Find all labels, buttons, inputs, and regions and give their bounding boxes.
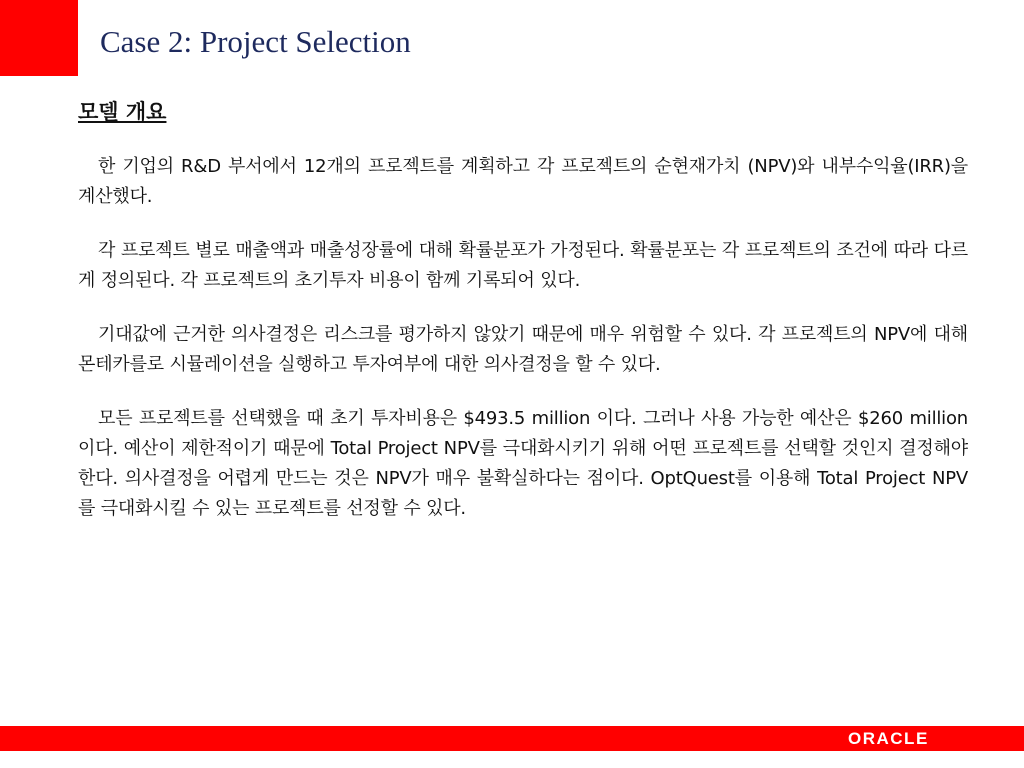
paragraph-3-text: 기대값에 근거한 의사결정은 리스크를 평가하지 않았기 때문에 매우 위험할 수 있다. 각 프로젝트의 NPV에 대해 몬테카를로 시뮬레이션을 실행하고 투자여부에 대한 의사결정을 할 수 있다.: [78, 324, 968, 375]
paragraph-2: [78, 236, 968, 296]
paragraph-1: [78, 152, 968, 212]
paragraph-3: [78, 320, 968, 380]
oracle-logo: [848, 728, 958, 748]
paragraph-1-text: 한 기업의 R&D 부서에서 12개의 프로젝트를 계획하고 각 프로젝트의 순현재가치 (NPV)와 내부수익율(IRR)을 계산했다.: [78, 156, 968, 207]
slide-body: [78, 98, 968, 548]
paragraph-4-text: 모든 프로젝트를 선택했을 때 초기 투자비용은 $493.5 million 이다. 그러나 사용 가능한 예산은 $260 million 이다. 예산이 제한적이기 때문에 Total Project NPV를 극대화시키기 위해 어떤 프로젝트를 선택할 것인지 결정해야 한다. 의사결정을 어렵게 만드는 것은 NPV가 매우 불확실하다는 점이다. OptQuest를 이용해 Total Project NPV를 극대화시킬 수 있는 프로젝트를 선정할 수 있다.: [78, 408, 968, 519]
oracle-logo-text: ORACLE: [848, 729, 929, 748]
section-heading: 모델 개요: [78, 100, 167, 124]
paragraph-4: [78, 404, 968, 524]
paragraph-2-text: 각 프로젝트 별로 매출액과 매출성장률에 대해 확률분포가 가정된다. 확률분포는 각 프로젝트의 조건에 따라 다르게 정의된다. 각 프로젝트의 초기투자 비용이 함께 기록되어 있다.: [78, 240, 968, 291]
slide-title: Case 2: Project Selection: [100, 24, 411, 59]
corner-accent-block: [0, 0, 78, 76]
